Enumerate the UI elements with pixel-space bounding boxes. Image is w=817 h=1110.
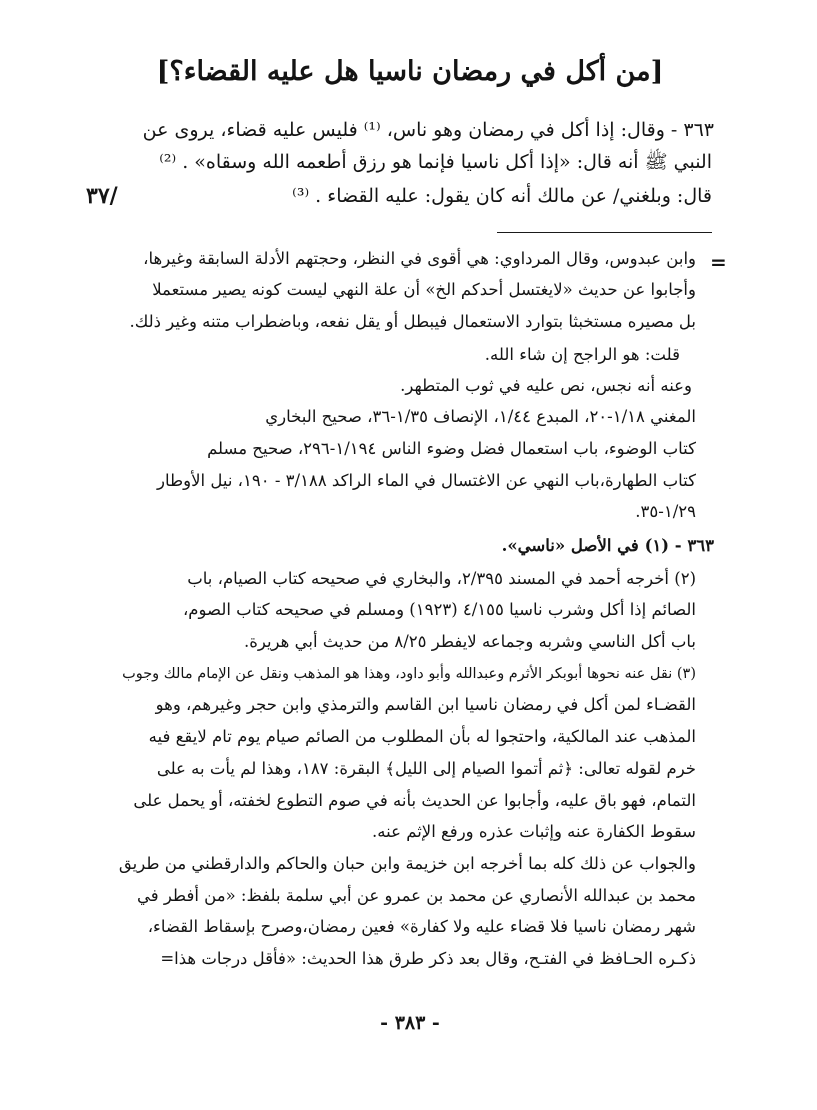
footnote-line: سقوط الكفارة عنه وإثبات عذره ورفع الإثم عنه.: [372, 822, 696, 841]
footnote-line: والجواب عن ذلك كله بما أخرجه ابن خزيمة وابن حبان والحاكم والدارقطني من طريق: [118, 854, 696, 873]
footnote-line: المذهب عند المالكية، واحتجوا له بأن المطلوب من الصائم صيام يوم تام لايقع فيه: [148, 727, 696, 746]
footnote-line: محمد بن عبدالله الأنصاري عن محمد بن عمرو عن أبي سلمة بلفظ: «من أفطر في: [136, 886, 696, 905]
footnote-line: المغني ١/١٨-٢٠، المبدع ١/٤٤، الإنصاف ١/٣٥-٣٦، صحيح البخاري: [265, 407, 696, 426]
footnote-line: ذكـره الحـافظ في الفتـح، وقال بعد ذكر طرق هذا الحديث: «فأقل درجات هذا=: [160, 949, 696, 968]
page-number: - ٣٨٣ -: [380, 1012, 440, 1034]
footnote-line: قلت: هو الراجح إن شاء الله.: [484, 345, 680, 364]
footnote-line: الصائم إذا أكل وشرب ناسيا ٤/١٥٥ (١٩٢٣) ومسلم في صحيحه كتاب الصوم،: [182, 600, 696, 619]
footnote-line: التمام، فهو باق عليه، وأجابوا عن الحديث بأنه في صوم التطوع لخفته، أو يحمل على: [133, 791, 696, 810]
main-text-line-2: النبي ﷺ أنه قال: «إذا أكل ناسيا فإنما هو رزق أطعمه الله وسقاه» . ⁽²⁾: [159, 151, 712, 173]
footnote-line: وابن عبدوس، وقال المرداوي: هي أقوى في النظر، وحجتهم الأدلة السابقة وغيرها،: [143, 249, 696, 268]
footnote-line: وأجابوا عن حديث «لايغتسل أحدكم الخ» أن علة النهي ليست كونه يصير مستعملا: [152, 280, 696, 299]
footnote-line: ٣٦٣ - (١) في الأصل «ناسي».: [501, 536, 714, 555]
footnote-line: وعنه أنه نجس، نص عليه في ثوب المتطهر.: [400, 376, 692, 395]
footnote-line: (٣) نقل عنه نحوها أبوبكر الأثرم وعبدالله وأبو داود، وهذا هو المذهب ونقل عن الإمام مالك وجوب: [122, 666, 696, 682]
footnote-line: خرم لقوله تعالى: ﴿ثم أتموا الصيام إلى الليل﴾ البقرة: ١٨٧، وهذا لم يأت به على: [156, 759, 696, 778]
footnote-separator: [497, 232, 712, 233]
footnote-line: كتاب الطهارة،باب النهي عن الاغتسال في الماء الراكد ٣/١٨٨ - ١٩٠، نيل الأوطار: [157, 471, 696, 490]
footnote-line: شهر رمضان ناسيا فلا قضاء عليه ولا كفارة» فعين رمضان،وصرح بإسقاط القضاء،: [147, 917, 696, 936]
main-text-line-1: ٣٦٣ - وقال: إذا أكل في رمضان وهو ناس، ⁽¹⁾ فليس عليه قضاء، يروى عن: [142, 119, 714, 141]
section-heading: [من أكل في رمضان ناسيا هل عليه القضاء؟]: [156, 56, 664, 87]
footnote-line: ١/٢٩-٣٥.: [635, 502, 696, 521]
footnote-line: (٢) أخرجه أحمد في المسند ٢/٣٩٥، والبخاري في صحيحه كتاب الصيام، باب: [187, 569, 696, 588]
margin-page-marker: /٣٧: [86, 183, 118, 209]
footnote-line: القضـاء لمن أكل في رمضان ناسيا ابن القاسم والترمذي وابن حجر وغيرهم، وهو: [155, 695, 696, 714]
main-text-line-3: قال: وبلغني/ عن مالك أنه كان يقول: عليه القضاء . ⁽³⁾: [292, 185, 712, 207]
continuation-mark: =: [710, 250, 727, 274]
footnote-line: كتاب الوضوء، باب استعمال فضل وضوء الناس ١/١٩٤-٢٩٦، صحيح مسلم: [207, 439, 696, 458]
footnote-line: بل مصيره مستخبثا بتوارد الاستعمال فيبطل أو يقل نفعه، وباضطراب متنه وغير ذلك.: [129, 312, 696, 331]
footnote-line: باب أكل الناسي وشربه وجماعه لايفطر ٨/٢٥ من حديث أبي هريرة.: [243, 632, 696, 651]
